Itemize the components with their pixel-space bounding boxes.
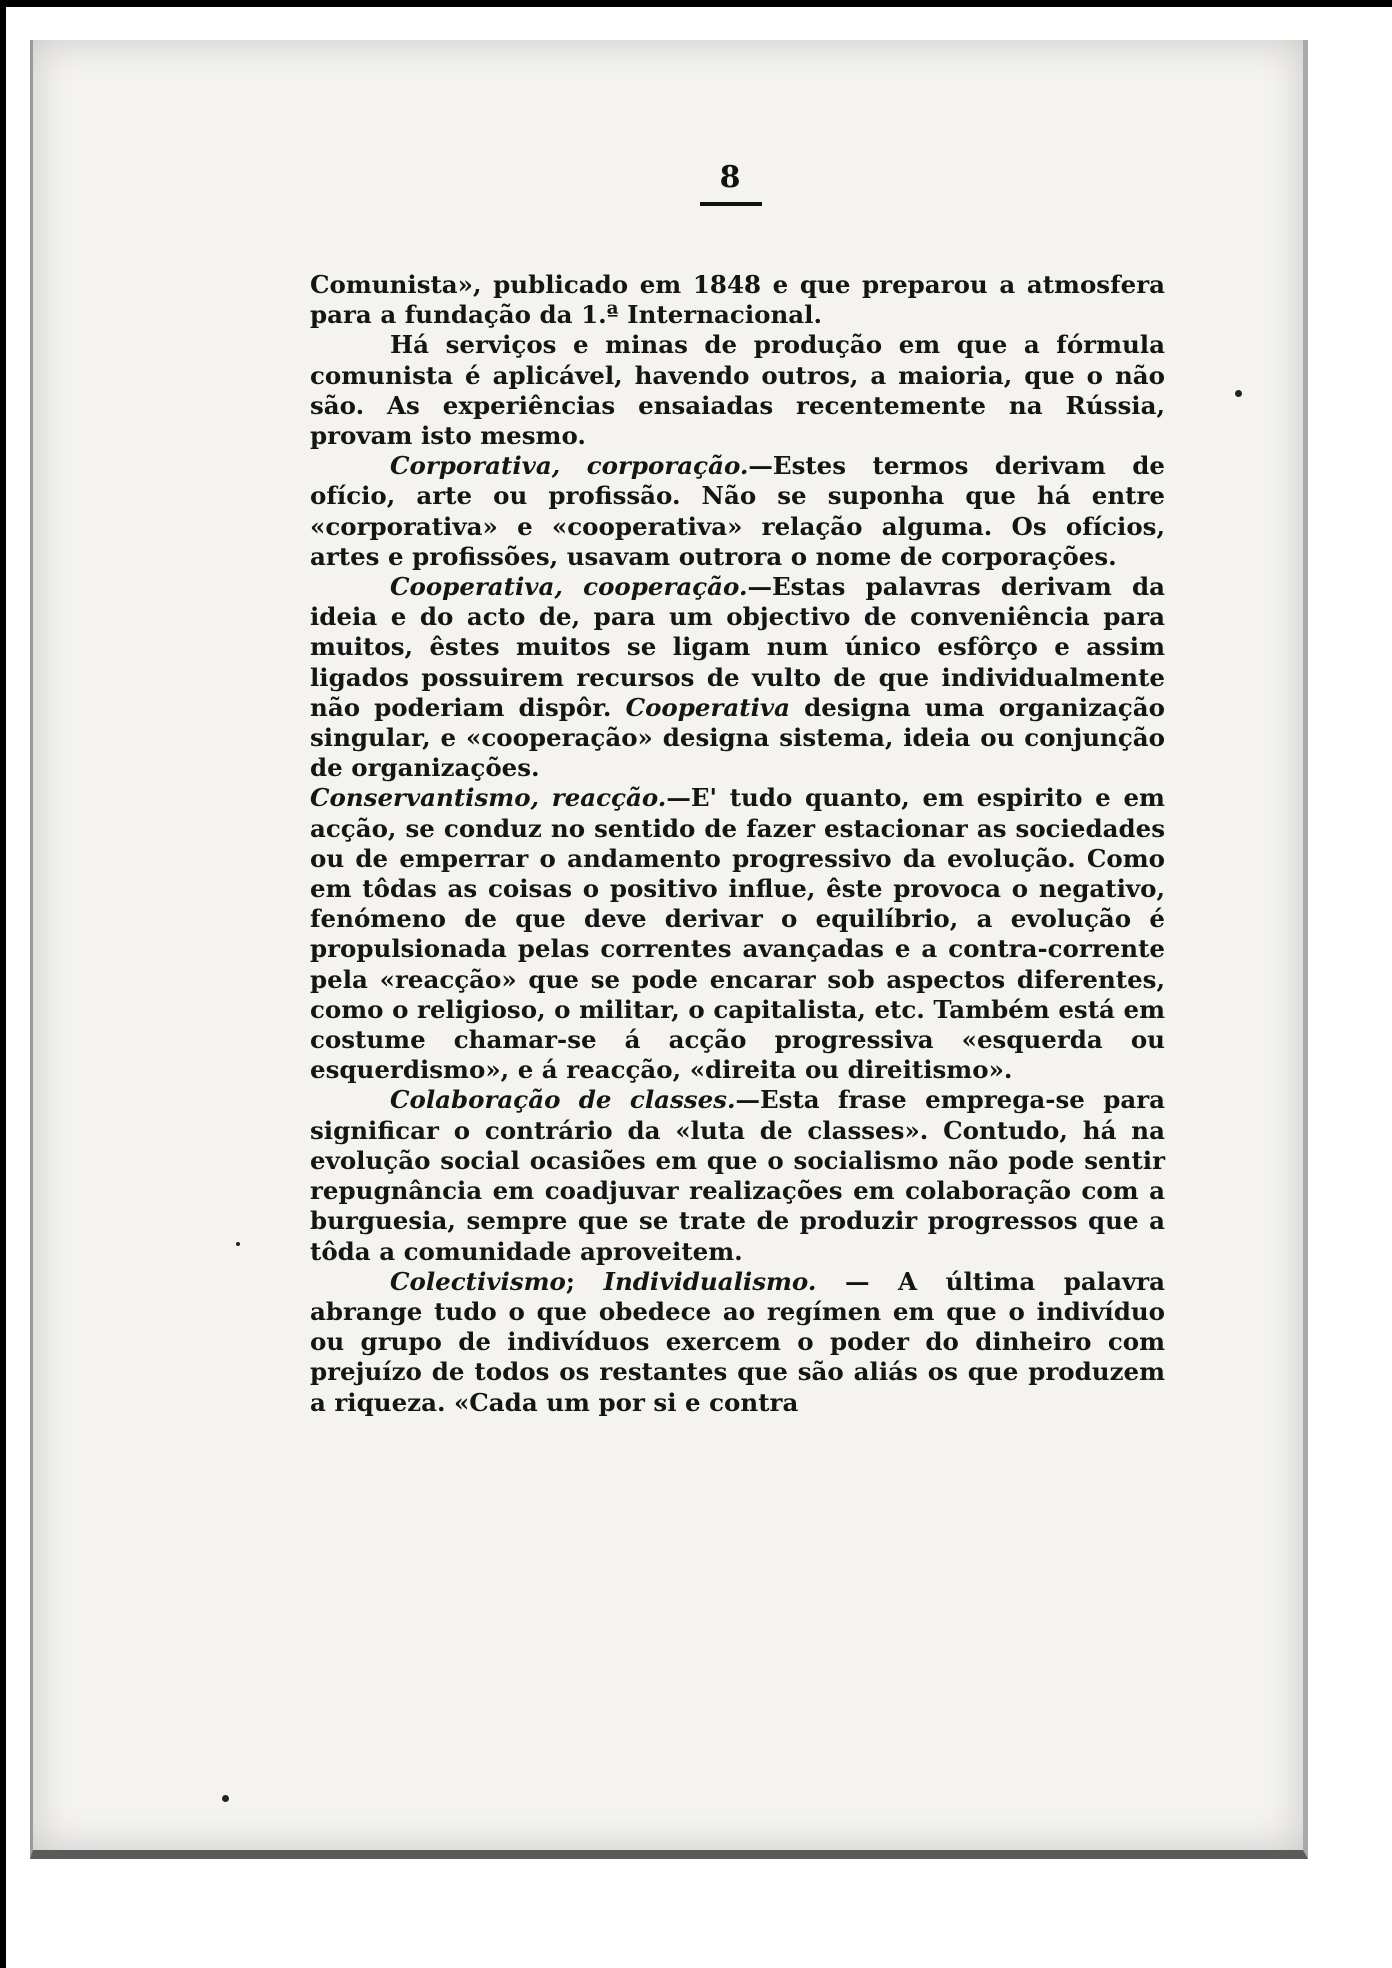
paragraph-text: designa uma organização singular, e «cooperação» designa sistema, ideia ou conjunção de organizações. bbox=[310, 692, 1165, 783]
entry-term: Colaboração de classes. bbox=[390, 1085, 736, 1115]
paragraph-text: —Esta frase emprega-se para significar o contrário da «luta de classes». Contudo, há na evolução social ocasiões em que o socialismo não pode sentir repugnância em coadjuvar realizações em colaboração com a burguesia, sempre que se trate de produzir progressos que a tôda a comunidade aproveitem. bbox=[310, 1085, 1165, 1266]
scan-speck bbox=[236, 1242, 240, 1246]
paragraph-text: —Estes termos derivam de ofício, arte ou profissão. Não se suponha que há entre «corporativa» e «cooperativa» relação alguma. Os ofícios, artes e profissões, usavam outrora o nome de corporações. bbox=[310, 451, 1166, 571]
entry-term: Conservantismo, reacção. bbox=[310, 783, 667, 813]
paragraph-text: Comunista», publicado em 1848 e que preparou a atmosfera para a fundação da 1.ª Internacional. bbox=[310, 270, 1165, 330]
entry-term: Colectivismo bbox=[390, 1266, 566, 1296]
paragraph-servicos bbox=[310, 330, 1165, 451]
paragraph-colaboracao bbox=[310, 1085, 1165, 1266]
entry-term-inline: Individualismo. bbox=[603, 1266, 817, 1296]
scan-speck bbox=[1235, 390, 1242, 397]
paragraph-comunista bbox=[310, 270, 1165, 330]
scan-top-border bbox=[0, 0, 1392, 7]
paragraph-text: — A última palavra abrange tudo o que obedece ao regímen em que o indivíduo ou grupo de indivíduos exercem o poder do dinheiro com prejuízo de todos os restantes que são aliás os que produzem a riqueza. «Cada um por si e contra bbox=[310, 1266, 1165, 1417]
paragraph-conservantismo bbox=[310, 783, 1165, 1085]
paragraph-colectivismo bbox=[310, 1267, 1165, 1418]
scan-left-border bbox=[0, 0, 6, 1968]
term-separator: ; bbox=[565, 1266, 604, 1296]
paragraph-text: —E' tudo quanto, em espirito e em acção, se conduz no sentido de fazer estacionar as sociedades ou de emperrar o andamento progressivo da evolução. Como em tôdas as coisas o positivo influe, êste provoca o negativo, fenómeno de que deve derivar o equilíbrio, a evolução é propulsionada pelas correntes avançadas e a contra-corrente pela «reacção» que se pode encarar sob aspectos diferentes, como o religioso, o militar, o capitalista, etc. Também está em costume chamar-se á acção progressiva «esquerda ou esquerdismo», e á reacção, «direita ou direitismo». bbox=[310, 783, 1165, 1085]
paragraph-text: Há serviços e minas de produção em que a fórmula comunista é aplicável, havendo outros, a maioria, que o não são. As experiências ensaiadas recentemente na Rússia, provam isto mesmo. bbox=[310, 330, 1165, 451]
paragraph-cooperativa bbox=[310, 572, 1165, 783]
entry-term: Cooperativa, cooperação. bbox=[390, 572, 748, 602]
paragraph-corporativa bbox=[310, 451, 1165, 572]
paragraph-text: —Estas palavras derivam da ideia e do acto de, para um objectivo de conveniência para muitos, êstes muitos se ligam num único esfôrço e assim ligados possuirem recursos de vulto de que individualmente não poderiam dispôr. bbox=[310, 572, 1166, 722]
page-body-text bbox=[310, 270, 1165, 1418]
entry-term: Corporativa, corporação. bbox=[390, 451, 749, 481]
page-number-underline bbox=[700, 202, 762, 206]
entry-term-inline: Cooperativa bbox=[625, 692, 790, 722]
scan-speck bbox=[222, 1795, 229, 1802]
page-number: 8 bbox=[719, 160, 741, 195]
